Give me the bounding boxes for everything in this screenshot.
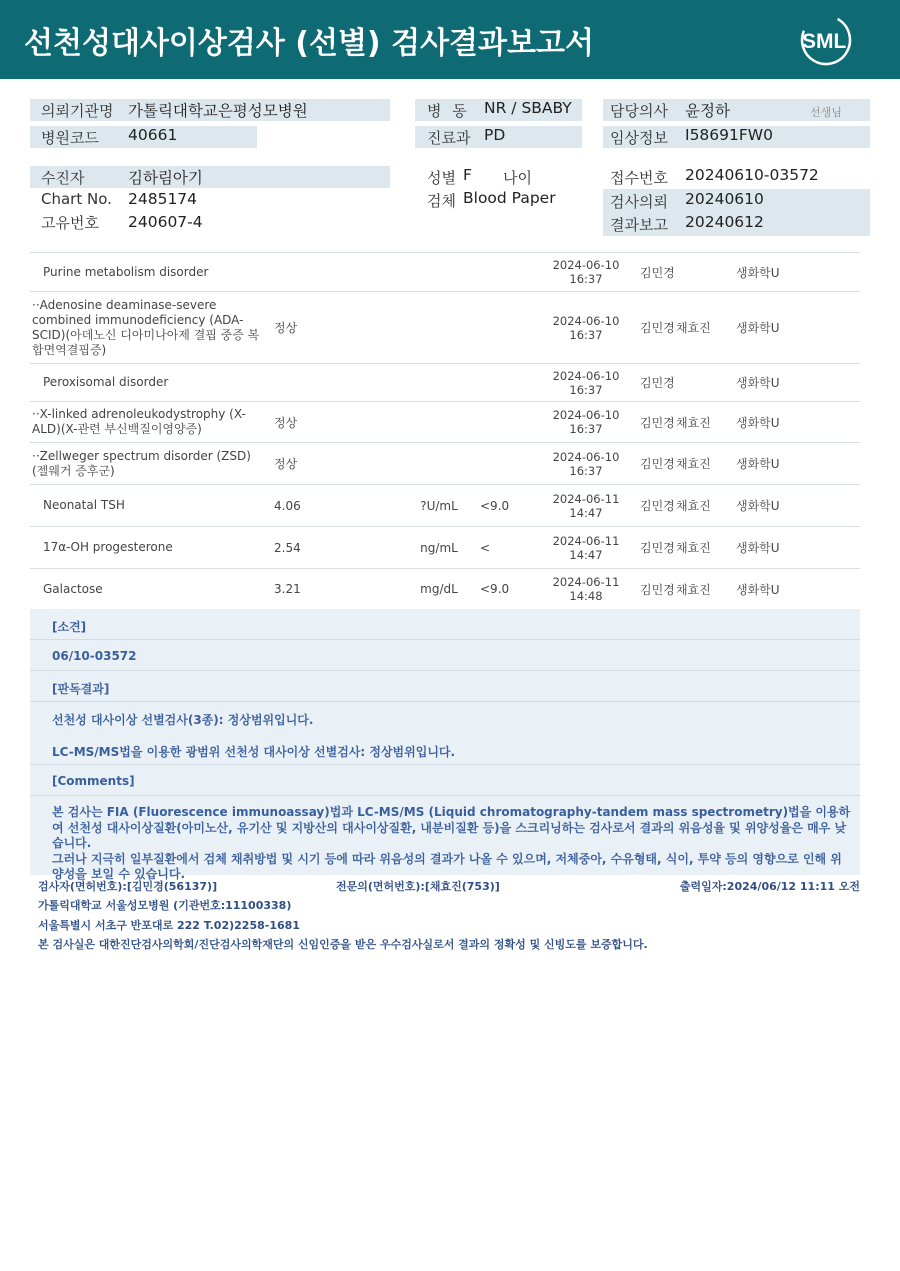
sml-logo xyxy=(796,12,856,68)
test-result xyxy=(262,364,412,402)
test-datetime xyxy=(546,292,626,364)
result-row xyxy=(30,527,860,569)
result-row xyxy=(30,402,860,443)
test-datetime xyxy=(546,527,626,569)
footer-specialist: 전문의(면허번호):[채효진(753)] xyxy=(336,880,500,893)
test-datetime xyxy=(546,364,626,402)
request-value: 20240610 xyxy=(685,190,764,208)
test-reference xyxy=(466,292,546,364)
test-unit: mg/dL xyxy=(412,569,466,610)
report-title: 선천성대사이상검사 (선별) 검사결과보고서 xyxy=(24,26,594,61)
test-doctor: 채효진 xyxy=(676,292,736,364)
interpretation-header-row xyxy=(30,671,860,702)
test-datetime xyxy=(546,402,626,443)
test-name: ··Adenosine deaminase-severe combined immunodeficiency (ADA-SCID)(아데노신 디아미나아제 결핍 중증 복합면역결핍증) xyxy=(30,292,262,364)
footer-printed: 출력일자:2024/06/12 11:11 오전 xyxy=(679,880,860,893)
test-unit: ?U/mL xyxy=(412,485,466,527)
test-reference xyxy=(466,443,546,485)
test-doctor xyxy=(676,364,736,402)
patient-value: 김하림아기 xyxy=(128,169,203,187)
interpretation-header: [판독결과] xyxy=(52,682,110,696)
opinion-header: [소견] xyxy=(52,620,87,634)
ward-label: 병 동 xyxy=(427,102,467,120)
test-name: Neonatal TSH xyxy=(30,485,262,527)
test-department: 생화학U xyxy=(736,364,860,402)
request-label: 검사의뢰 xyxy=(610,193,668,211)
test-result: 3.21 xyxy=(262,569,412,610)
chart-value: 2485174 xyxy=(128,190,198,208)
reception-no: 06/10-03572 xyxy=(52,649,137,663)
test-department: 생화학U xyxy=(736,569,860,610)
opinion-row xyxy=(30,609,860,640)
age-label: 나이 xyxy=(503,169,532,187)
test-doctor: 채효진 xyxy=(676,527,736,569)
test-doctor: 채효진 xyxy=(676,569,736,610)
interpretation-1: 선천성 대사이상 선별검사(3종): 정상범위입니다. xyxy=(52,713,314,727)
test-date: 2024-06-11 xyxy=(552,533,620,548)
chart-label: Chart No. xyxy=(41,190,112,208)
test-technician: 김민경 xyxy=(626,485,676,527)
result-row xyxy=(30,292,860,364)
test-name: ··X-linked adrenoleukodystrophy (X-ALD)(X-관련 부신백질이영양증) xyxy=(30,402,262,443)
test-result xyxy=(262,253,412,292)
hospital-code-value: 40661 xyxy=(128,126,178,144)
clinical-label: 임상정보 xyxy=(610,129,668,147)
test-technician: 김민경 xyxy=(626,527,676,569)
findings-section xyxy=(30,609,860,881)
test-datetime xyxy=(546,485,626,527)
test-reference xyxy=(466,253,546,292)
interpretation-row xyxy=(30,702,860,765)
test-reference: <9.0 xyxy=(466,569,546,610)
dept-value: PD xyxy=(484,126,506,144)
test-reference: < xyxy=(466,527,546,569)
test-reference xyxy=(466,364,546,402)
result-row xyxy=(30,569,860,610)
sex-value: F xyxy=(463,166,472,184)
test-name: ··Zellweger spectrum disorder (ZSD)(젤웨거 증후군) xyxy=(30,443,262,485)
footer-certification: 본 검사실은 대한진단검사의학회/진단검사의학재단의 신임인증을 받은 우수검사실로서 결과의 정확성 및 신빙도를 보증합니다. xyxy=(38,938,648,951)
report-header xyxy=(0,0,900,79)
specimen-value: Blood Paper xyxy=(463,189,556,207)
svg-text:SML: SML xyxy=(802,30,847,53)
test-date: 2024-06-10 xyxy=(552,368,620,383)
test-name: 17α-OH progesterone xyxy=(30,527,262,569)
test-doctor xyxy=(676,253,736,292)
doctor-suffix: 선생님 xyxy=(810,106,842,119)
test-technician: 김민경 xyxy=(626,569,676,610)
test-date: 2024-06-11 xyxy=(552,575,620,589)
hospital-code-label: 병원코드 xyxy=(41,129,99,147)
report-label: 결과보고 xyxy=(610,216,668,234)
unique-label: 고유번호 xyxy=(41,214,99,232)
reception-label: 접수번호 xyxy=(610,169,668,187)
result-row xyxy=(30,364,860,402)
test-result: 정상 xyxy=(262,443,412,485)
test-time: 16:37 xyxy=(569,272,603,286)
test-technician: 김민경 xyxy=(626,292,676,364)
test-unit: ng/mL xyxy=(412,527,466,569)
test-department: 생화학U xyxy=(736,402,860,443)
result-row xyxy=(30,485,860,527)
test-time: 16:37 xyxy=(569,327,603,342)
test-time: 16:37 xyxy=(569,382,603,397)
patient-label: 수진자 xyxy=(41,169,85,187)
test-name: Galactose xyxy=(30,569,262,610)
sex-label: 성별 xyxy=(427,169,456,187)
footer-examiner: 검사자(면허번호):[김민경(56137)] xyxy=(38,880,218,893)
test-reference: <9.0 xyxy=(466,485,546,527)
test-date: 2024-06-10 xyxy=(552,258,620,272)
test-time: 14:48 xyxy=(569,589,603,603)
test-datetime xyxy=(546,443,626,485)
test-datetime xyxy=(546,253,626,292)
test-time: 14:47 xyxy=(569,547,603,562)
comments-header: [Comments] xyxy=(52,774,135,788)
doctor-label: 담당의사 xyxy=(610,102,668,120)
test-technician: 김민경 xyxy=(626,402,676,443)
institution-label: 의뢰기관명 xyxy=(41,102,114,120)
test-technician: 김민경 xyxy=(626,443,676,485)
dept-label: 진료과 xyxy=(427,129,471,147)
test-unit xyxy=(412,402,466,443)
test-unit xyxy=(412,443,466,485)
institution-value: 가톨릭대학교은평성모병원 xyxy=(128,102,308,120)
test-time: 16:37 xyxy=(569,463,603,478)
test-doctor: 채효진 xyxy=(676,443,736,485)
specimen-label: 검체 xyxy=(427,192,456,210)
comments-text: 본 검사는 FIA (Fluorescence immunoassay)법과 LC-MS/MS (Liquid chromatography-tandem mass spectrometry)법을 이용하여 선천성 대사이상질환(아미노산, 유기산 및 지방산의 대사이상질환, 내분비질환 등)을 스크리닝하는 검사로서 결과의 위음성율 및 위양성율은 매우 낮습니다. 그러나 지극히 일부질환에서 검체 채취방법 및 시기 등에 따라 위음성의 결과가 나올 수 있으며, 저체중아, 수유형태, 식이, 투약 등의 영향으로 인해 위양성을 보일 수 있습니다. xyxy=(52,805,851,881)
test-result: 2.54 xyxy=(262,527,412,569)
comments-header-row xyxy=(30,765,860,796)
test-department: 생화학U xyxy=(736,527,860,569)
ward-value: NR / SBABY xyxy=(484,99,572,117)
test-time: 14:47 xyxy=(569,505,603,520)
reception-value: 20240610-03572 xyxy=(685,166,819,184)
test-department: 생화학U xyxy=(736,292,860,364)
footer-address: 서울특별시 서초구 반포대로 222 T.02)2258-1681 xyxy=(38,919,300,932)
test-date: 2024-06-10 xyxy=(552,408,620,422)
result-row xyxy=(30,253,860,292)
interpretation-2: LC-MS/MS법을 이용한 광범위 선천성 대사이상 선별검사: 정상범위입니다. xyxy=(52,745,456,759)
test-name: Peroxisomal disorder xyxy=(30,364,262,402)
unique-value: 240607-4 xyxy=(128,213,203,231)
test-result: 정상 xyxy=(262,292,412,364)
test-time: 16:37 xyxy=(569,422,603,436)
doctor-value: 윤정하 xyxy=(685,102,730,120)
test-date: 2024-06-10 xyxy=(552,313,620,328)
test-department: 생화학U xyxy=(736,443,860,485)
reception-no-row xyxy=(30,640,860,671)
test-name: Purine metabolism disorder xyxy=(30,253,262,292)
comments-row xyxy=(30,796,860,881)
test-unit xyxy=(412,292,466,364)
test-technician: 김민경 xyxy=(626,364,676,402)
test-department: 생화학U xyxy=(736,485,860,527)
results-table xyxy=(30,252,860,610)
test-doctor: 채효진 xyxy=(676,485,736,527)
test-doctor: 채효진 xyxy=(676,402,736,443)
test-department: 생화학U xyxy=(736,253,860,292)
test-date: 2024-06-11 xyxy=(552,491,620,506)
footer-hospital: 가톨릭대학교 서울성모병원 (기관번호:11100338) xyxy=(38,899,292,912)
test-result: 정상 xyxy=(262,402,412,443)
clinical-value: I58691FW0 xyxy=(685,126,773,144)
test-unit xyxy=(412,253,466,292)
test-date: 2024-06-10 xyxy=(552,449,620,464)
result-row xyxy=(30,443,860,485)
test-datetime xyxy=(546,569,626,610)
test-unit xyxy=(412,364,466,402)
test-result: 4.06 xyxy=(262,485,412,527)
report-value: 20240612 xyxy=(685,213,764,231)
test-reference xyxy=(466,402,546,443)
test-technician: 김민경 xyxy=(626,253,676,292)
